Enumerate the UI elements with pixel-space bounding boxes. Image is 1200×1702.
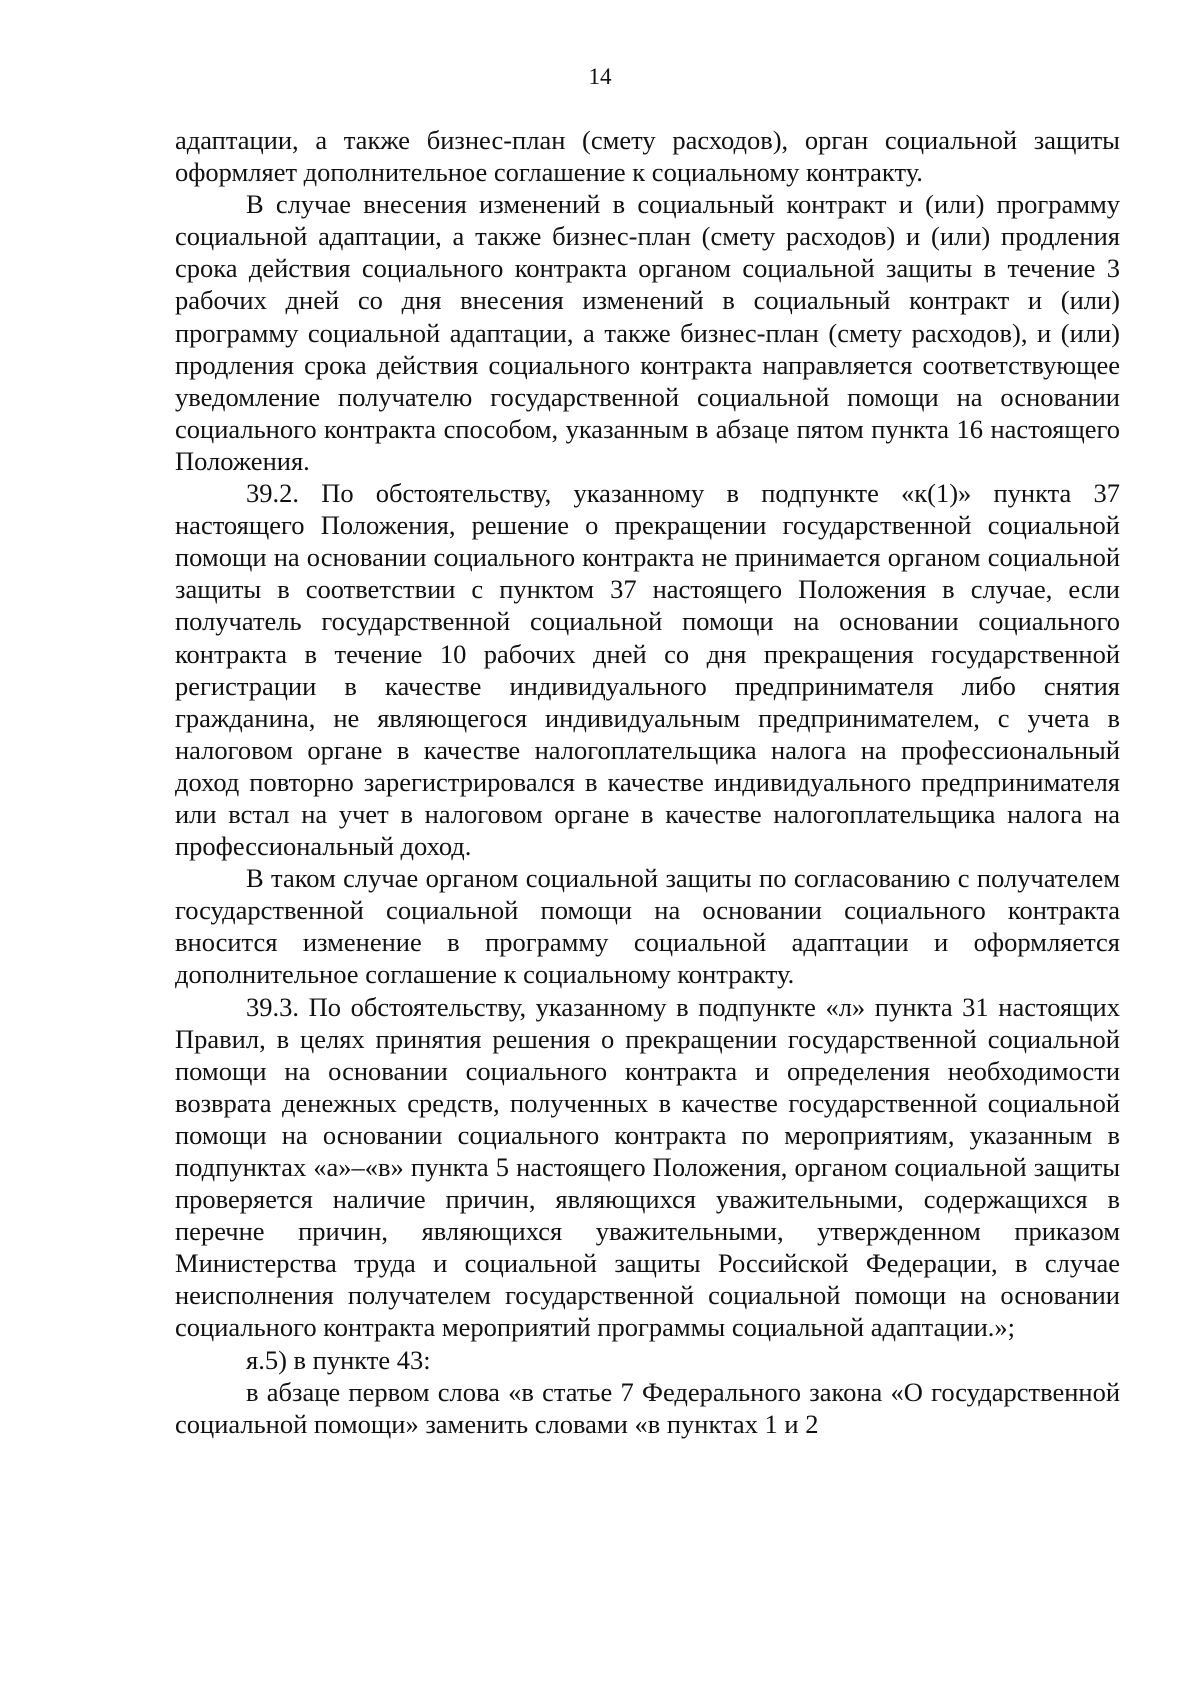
- paragraph-39-3: 39.3. По обстоятельству, указанному в подпункте «л» пункта 31 настоящих Правил, в целях принятия решения о прекращении государственной социальной помощи на основании социального контракта и определения необходимости возврата денежных средств, полученных в качестве государственной социальной помощи на основании социального контракта по мероприятиям, указанным в подпунктах «а»–«в» пункта 5 настоящего Положения, органом социальной защиты проверяется наличие причин, являющихся уважительными, содержащихся в перечне причин, являющихся уважительными, утвержденном приказом Министерства труда и социальной защиты Российской Федерации, в случае неисполнения получателем государственной социальной помощи на основании социального контракта мероприятий программы социальной адаптации.»;: [175, 991, 1120, 1343]
- paragraph-first-abzac: в абзаце первом слова «в статье 7 Федерального закона «О государственной социальной помощи» заменить словами «в пунктах 1 и 2: [175, 1376, 1120, 1439]
- paragraph-39-2: 39.2. По обстоятельству, указанному в подпункте «к(1)» пункта 37 настоящего Положения, решение о прекращении государственной социальной помощи на основании социального контракта не принимается органом социальной защиты в соответствии с пунктом 37 настоящего Положения в случае, если получатель государственной социальной помощи на основании социального контракта в течение 10 рабочих дней со дня прекращения государственной регистрации в качестве индивидуального предпринимателя либо снятия гражданина, не являющегося индивидуальным предпринимателем, с учета в налоговом органе в качестве налогоплательщика налога на профессиональный доход повторно зарегистрировался в качестве индивидуального предпринимателя или встал на учет в налоговом органе в качестве налогоплательщика налога на профессиональный доход.: [175, 478, 1120, 862]
- page-number: 14: [588, 64, 612, 89]
- paragraph-continuation: адаптации, а также бизнес-план (смету расходов), орган социальной защиты оформляет дополнительное соглашение к социальному контракту.: [175, 125, 1120, 188]
- paragraph-item-ya5: я.5) в пункте 43:: [246, 1344, 431, 1375]
- document-body: [175, 124, 1120, 1440]
- paragraph-agreement: В таком случае органом социальной защиты по согласованию с получателем государственной социальной помощи на основании социального контракта вносится изменение в программу социальной адаптации и оформляется дополнительное соглашение к социальному контракту.: [175, 863, 1120, 990]
- paragraph-contract-changes: В случае внесения изменений в социальный контракт и (или) программу социальной адаптации, а также бизнес-план (смету расходов) и (или) продления срока действия социального контракта органом социальной защиты в течение 3 рабочих дней со дня внесения изменений в социальный контракт и (или) программу социальной адаптации, а также бизнес-план (смету расходов), и (или) продления срока действия социального контракта направляется соответствующее уведомление получателю государственной социальной помощи на основании социального контракта способом, указанным в абзаце пятом пункта 16 настоящего Положения.: [175, 189, 1120, 476]
